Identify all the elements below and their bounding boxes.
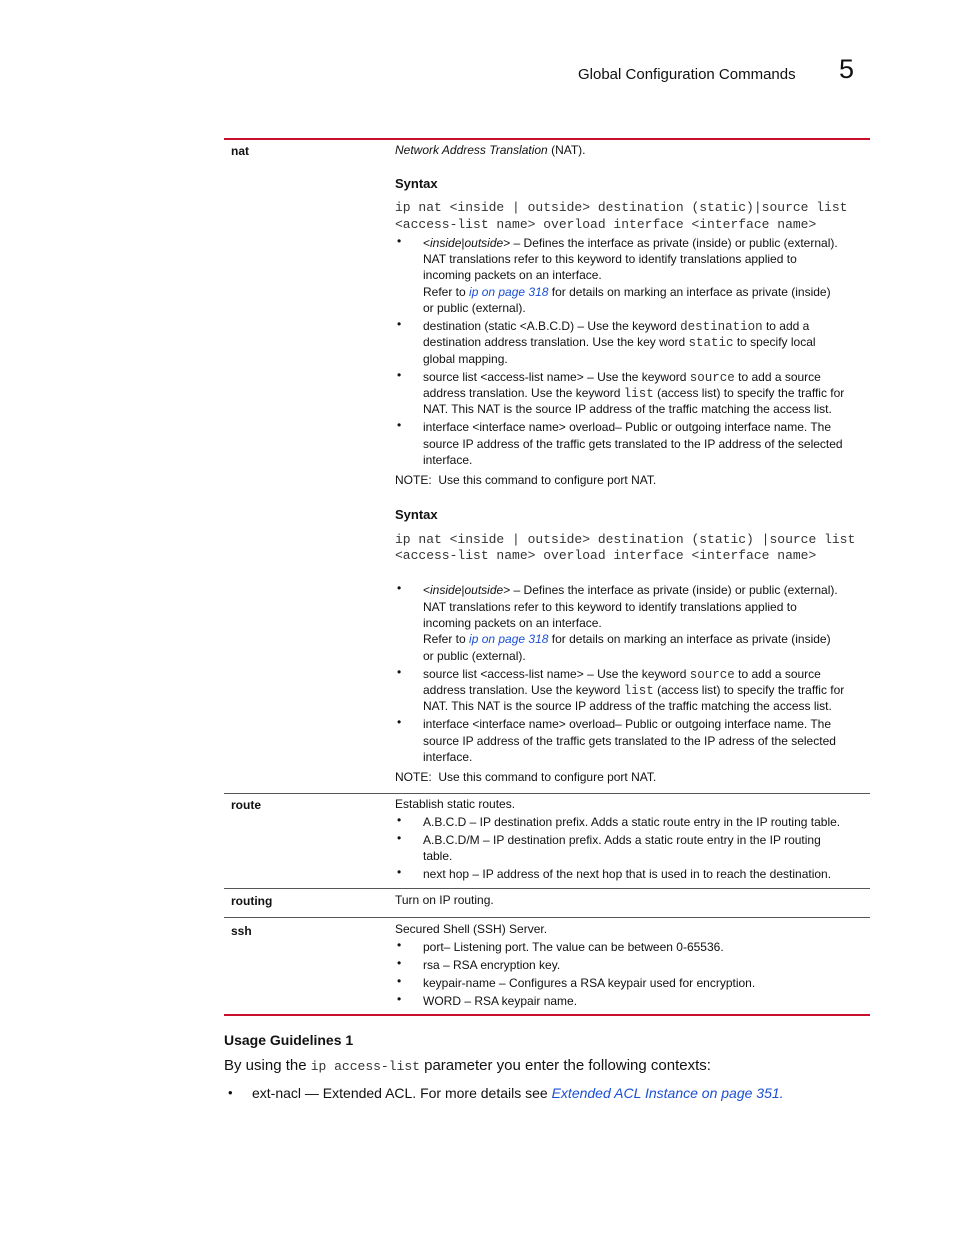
note: NOTE: Use this command to configure port NAT.	[395, 473, 657, 487]
syntax-code-line: ip nat <inside | outside> destination (static) |source list	[395, 532, 856, 547]
list-item-line: source IP address of the traffic gets translated to the IP adress of the selected	[423, 734, 836, 748]
syntax-code-line: ip nat <inside | outside> destination (static)|source list	[395, 200, 848, 215]
bullet: •	[397, 715, 402, 729]
note: NOTE: Use this command to configure port NAT.	[395, 770, 657, 784]
list-item: A.B.C.D/M – IP destination prefix. Adds a static route entry in the IP routing	[423, 833, 821, 847]
list-item-line: address translation. Use the keyword list (access list) to specify the traffic for	[423, 683, 845, 698]
term-ssh: ssh	[231, 924, 252, 938]
section-title: Global Configuration Commands	[578, 66, 796, 83]
list-item: port– Listening port. The value can be between 0-65536.	[423, 940, 724, 954]
note-label: NOTE:	[395, 770, 432, 784]
usage-intro: By using the ip access-list parameter you enter the following contexts:	[224, 1057, 711, 1074]
cross-reference-link[interactable]: ip on page 318	[469, 632, 549, 646]
list-item-line: source IP address of the traffic gets translated to the IP address of the selected	[423, 437, 843, 451]
bullet: •	[228, 1085, 233, 1100]
list-item-line: NAT. This NAT is the source IP address of the traffic matching the access list.	[423, 699, 832, 713]
bullet: •	[397, 665, 402, 679]
list-item-line: interface.	[423, 453, 473, 467]
syntax-code-line: <access-list name> overload interface <interface name>	[395, 217, 817, 232]
list-item-line: address translation. Use the keyword list (access list) to specify the traffic for	[423, 386, 845, 401]
term-nat: nat	[231, 144, 249, 158]
bullet: •	[397, 865, 402, 879]
list-item-line: incoming packets on an interface.	[423, 268, 602, 282]
list-item: destination (static <A.B.C.D) – Use the keyword destination to add a	[423, 319, 810, 334]
list-item: <inside|outside> – Defines the interface as private (inside) or public (external).	[423, 583, 838, 597]
bullet: •	[397, 581, 402, 595]
row-divider	[224, 917, 870, 918]
list-item-line: destination address translation. Use the key word static to specify local	[423, 335, 816, 350]
chapter-number: 5	[839, 54, 855, 84]
list-item-line: NAT. This NAT is the source IP address of the traffic matching the access list.	[423, 402, 832, 416]
list-item: ext-nacl — Extended ACL. For more details see Extended ACL Instance on page 351.	[252, 1085, 784, 1101]
table-top-rule	[224, 138, 870, 140]
list-item: interface <interface name> overload– Public or outgoing interface name. The	[423, 717, 832, 731]
syntax-heading: Syntax	[395, 507, 438, 522]
nat-description: Network Address Translation (NAT).	[395, 143, 586, 157]
bullet: •	[397, 956, 402, 970]
list-item: keypair-name – Configures a RSA keypair used for encryption.	[423, 976, 756, 990]
route-description: Establish static routes.	[395, 797, 516, 811]
list-item-line: or public (external).	[423, 649, 526, 663]
cross-reference-link[interactable]: Extended ACL Instance on page 351	[551, 1085, 780, 1101]
syntax-heading: Syntax	[395, 176, 438, 191]
routing-description: Turn on IP routing.	[395, 893, 494, 907]
term-routing: routing	[231, 894, 273, 908]
list-item-line: interface.	[423, 750, 473, 764]
term-route: route	[231, 798, 261, 812]
list-item: A.B.C.D – IP destination prefix. Adds a static route entry in the IP routing table.	[423, 815, 841, 829]
bullet: •	[397, 831, 402, 845]
bullet: •	[397, 368, 402, 382]
usage-heading: Usage Guidelines 1	[224, 1032, 354, 1048]
bullet: •	[397, 234, 402, 248]
list-item-line: incoming packets on an interface.	[423, 616, 602, 630]
bullet: •	[397, 813, 402, 827]
bullet: •	[397, 317, 402, 331]
bullet: •	[397, 938, 402, 952]
list-item-line: NAT translations refer to this keyword to identify translations applied to	[423, 600, 797, 614]
list-item-line: or public (external).	[423, 301, 526, 315]
list-item: <inside|outside> – Defines the interface as private (inside) or public (external).	[423, 236, 838, 250]
ssh-description: Secured Shell (SSH) Server.	[395, 922, 548, 936]
note-label: NOTE:	[395, 473, 432, 487]
list-item-line: NAT translations refer to this keyword to identify translations applied to	[423, 252, 797, 266]
list-item: source list <access-list name> – Use the keyword source to add a source	[423, 667, 821, 682]
list-item: next hop – IP address of the next hop that is used in to reach the destination.	[423, 867, 832, 881]
list-item: source list <access-list name> – Use the keyword source to add a source	[423, 370, 821, 385]
list-item: WORD – RSA keypair name.	[423, 994, 578, 1008]
bullet: •	[397, 974, 402, 988]
list-item-line: global mapping.	[423, 352, 508, 366]
syntax-code-line: <access-list name> overload interface <interface name>	[395, 548, 817, 563]
bullet: •	[397, 992, 402, 1006]
list-item-line: table.	[423, 849, 453, 863]
row-divider	[224, 888, 870, 889]
list-item-line: Refer to ip on page 318 for details on marking an interface as private (inside)	[423, 285, 831, 299]
list-item: rsa – RSA encryption key.	[423, 958, 561, 972]
list-item-line: Refer to ip on page 318 for details on marking an interface as private (inside)	[423, 632, 831, 646]
list-item: interface <interface name> overload– Public or outgoing interface name. The	[423, 420, 832, 434]
table-bottom-rule	[224, 1014, 870, 1016]
row-divider	[224, 793, 870, 794]
bullet: •	[397, 418, 402, 432]
cross-reference-link[interactable]: ip on page 318	[469, 285, 549, 299]
